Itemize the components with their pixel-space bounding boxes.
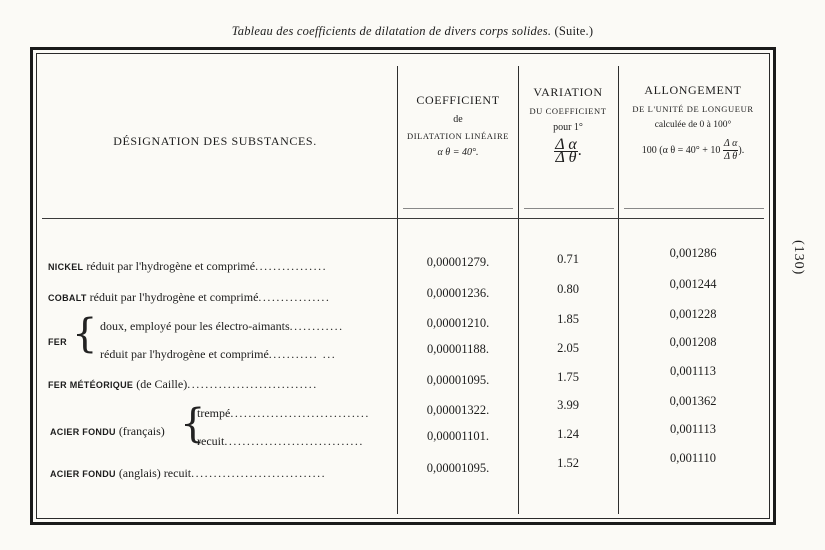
- table-row-cobalt: COBALT réduit par l'hydrogène et comprimé................: [48, 290, 331, 304]
- allongement-value: 0,001244: [669, 277, 717, 291]
- column-divider: [397, 66, 398, 514]
- allongement-value: 0,001113: [670, 422, 716, 436]
- variation-value: 1.24: [557, 427, 579, 441]
- variation-value: 1.75: [557, 370, 579, 384]
- table-row-nickel: NICKEL réduit par l'hydrogène et comprimé................: [48, 259, 328, 273]
- variation-value: 0.80: [557, 282, 579, 296]
- table-row-acier-recuit: recuit...............................: [197, 434, 364, 448]
- header-variation: VARIATION DU COEFFICIENT pour 1° $\frac{\text{Δ α}}{\text{Δ θ}}$ .: [529, 85, 607, 166]
- allongement-value: 0,001362: [669, 394, 717, 408]
- column-divider: [618, 66, 619, 514]
- coef-value: 0,00001188.: [426, 342, 490, 356]
- brace-icon: {: [72, 311, 98, 357]
- allongement-value: 0,001286: [669, 246, 717, 260]
- allongement-value: 0,001228: [669, 307, 717, 321]
- header-allongement: ALLONGEMENT DE L'UNITÉ DE LONGUEUR calculée de 0 à 100° 100 (α θ = 40° + 10 $\frac{\text{Δ α}}{\text{Δ θ}}$ ).: [632, 83, 754, 162]
- coef-value: 0,00001279.: [426, 255, 490, 269]
- table-row-fer-meteorique: FER MÉTÉORIQUE (de Caille).............................: [48, 377, 318, 391]
- header-divider: [42, 218, 764, 219]
- variation-value: 1.85: [557, 312, 579, 326]
- variation-value: 0.71: [557, 252, 579, 266]
- allongement-fraction: $\frac{\text{Δ α}}{\text{Δ θ}}$: [723, 138, 738, 162]
- allongement-value: 0,001113: [670, 364, 716, 378]
- table-row-acier-anglais: ACIER FONDU (anglais) recuit..............................: [50, 466, 327, 480]
- header-coefficient: COEFFICIENT de DILATATION LINÉAIRE α θ = 40°.: [406, 93, 510, 158]
- coef-value: 0,00001322.: [426, 403, 490, 417]
- header-subline: [624, 208, 764, 209]
- column-divider: [518, 66, 519, 514]
- brace-icon: {: [180, 401, 206, 447]
- table-caption: [0, 24, 825, 39]
- coef-value: 0,00001101.: [426, 429, 490, 443]
- header-designation: DÉSIGNATION DES SUBSTANCES.: [113, 134, 317, 148]
- table-row-acier-trempe: trempé...............................: [197, 406, 370, 420]
- header-subline: [403, 208, 513, 209]
- group-label-acier-francais: ACIER FONDU (français): [50, 424, 165, 438]
- caption-suite: (Suite.): [554, 24, 594, 38]
- variation-value: 2.05: [557, 341, 579, 355]
- allongement-value: 0,001110: [670, 451, 716, 465]
- coef-value: 0,00001236.: [426, 286, 490, 300]
- header-subline: [524, 208, 614, 209]
- coef-value: 0,00001210.: [426, 316, 490, 330]
- table-row-fer-doux: doux, employé pour les électro-aimants............: [100, 319, 344, 333]
- page-number: (130): [791, 240, 806, 276]
- table-row-fer-reduit: réduit par l'hydrogène et comprimé........... ...: [100, 347, 337, 361]
- allongement-value: 0,001208: [669, 335, 717, 349]
- coef-value: 0,00001095.: [426, 461, 490, 475]
- group-label-fer: FER: [48, 337, 67, 347]
- caption-title: Tableau des coefficients de dilatation de divers corps solides.: [231, 24, 552, 38]
- coef-value: 0,00001095.: [426, 373, 490, 387]
- variation-fraction: $\frac{\text{Δ α}}{\text{Δ θ}}$: [555, 136, 577, 166]
- variation-value: 1.52: [557, 456, 579, 470]
- variation-value: 3.99: [557, 398, 579, 412]
